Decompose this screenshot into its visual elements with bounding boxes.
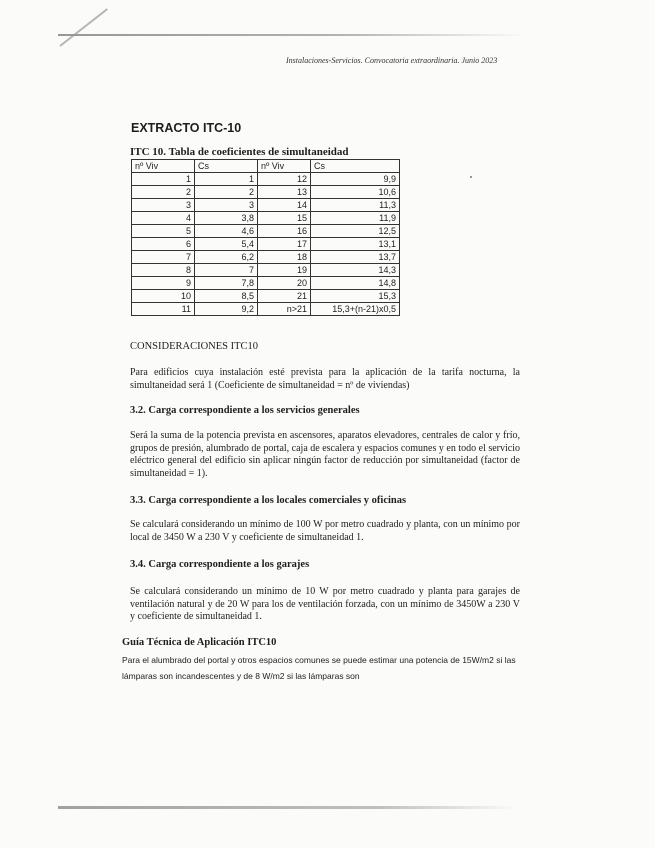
- table-row: [132, 290, 400, 303]
- table-title: ITC 10. Tabla de coeficientes de simultaneidad: [130, 146, 349, 158]
- considerations-paragraph: Para edificios cuya instalación esté prevista para la aplicación de la tarifa nocturna, la simultaneidad será 1 (Coeficiente de simultaneidad = nº de viviendas): [130, 367, 520, 391]
- table-cell: 12: [258, 173, 311, 186]
- section-3-2-text: Será la suma de la potencia prevista en ascensores, aparatos elevadores, centrales de calor y frío, grupos de presión, alumbrado de portal, caja de escalera y espacios comunes y en todo el servicio eléctrico general del edificio sin aplicar ningún factor de reducción por simultaneidad (factor de simultaneidad = 1).: [130, 430, 520, 479]
- table-cell: 12,5: [311, 225, 400, 238]
- table-cell: 20: [258, 277, 311, 290]
- table-cell: 7: [195, 264, 258, 277]
- section-3-4-title: 3.4. Carga correspondiente a los garajes: [130, 559, 310, 570]
- table-cell: 6,2: [195, 251, 258, 264]
- table-row: [132, 303, 400, 316]
- simultaneity-table: [131, 159, 400, 316]
- table-header-row: [132, 160, 400, 173]
- table-body: [132, 173, 400, 316]
- guide-text: Para el alumbrado del portal y otros espacios comunes se puede estimar una potencia de 15W/m2 si las lámparas son incandescentes y de 8 W/m2 si las lámparas son: [122, 655, 516, 681]
- table-cell: 17: [258, 238, 311, 251]
- considerations-title: CONSIDERACIONES ITC10: [130, 341, 259, 352]
- table-cell: 14: [258, 199, 311, 212]
- table-cell: 2: [132, 186, 195, 199]
- column-header: Cs: [195, 160, 258, 173]
- section-3-3-text: Se calculará considerando un mínimo de 100 W por metro cuadrado y planta, con un mínimo por local de 3450 W a 230 V y coeficiente de simultaneidad 1.: [130, 519, 520, 543]
- guide-title: Guía Técnica de Aplicación ITC10: [122, 637, 277, 648]
- table-cell: 5,4: [195, 238, 258, 251]
- table-cell: 13,7: [311, 251, 400, 264]
- table-cell: 8: [132, 264, 195, 277]
- table-cell: 13: [258, 186, 311, 199]
- table-cell: 1: [132, 173, 195, 186]
- table-row: [132, 173, 400, 186]
- document-heading: EXTRACTO ITC-10: [131, 121, 242, 135]
- table-row: [132, 212, 400, 225]
- table-cell: 14,8: [311, 277, 400, 290]
- table-cell: 15: [258, 212, 311, 225]
- table-cell: 9,9: [311, 173, 400, 186]
- table-cell: 4: [132, 212, 195, 225]
- table-cell: n>21: [258, 303, 311, 316]
- table-cell: 3,8: [195, 212, 258, 225]
- table-row: [132, 186, 400, 199]
- table-cell: 13,1: [311, 238, 400, 251]
- scan-speck: [470, 176, 472, 178]
- column-header: nº Viv: [132, 160, 195, 173]
- table-cell: 8,5: [195, 290, 258, 303]
- table-cell: 3: [195, 199, 258, 212]
- section-3-4-text: Se calculará considerando un mínimo de 10 W por metro cuadrado y planta para garajes de ventilación natural y de 20 W para los de ventilación forzada, con un mínimo de 3450W a 230 V y coeficiente de simultaneidad 1.: [130, 586, 520, 622]
- table-cell: 15,3: [311, 290, 400, 303]
- table-cell: 6: [132, 238, 195, 251]
- table-row: [132, 264, 400, 277]
- table-row: [132, 277, 400, 290]
- table-cell: 2: [195, 186, 258, 199]
- table-row: [132, 238, 400, 251]
- table-cell: 18: [258, 251, 311, 264]
- table-cell: 1: [195, 173, 258, 186]
- table-cell: 14,3: [311, 264, 400, 277]
- table-row: [132, 225, 400, 238]
- section-3-2-title: 3.2. Carga correspondiente a los servicios generales: [130, 405, 360, 416]
- table-cell: 5: [132, 225, 195, 238]
- table-cell: 16: [258, 225, 311, 238]
- table-cell: 19: [258, 264, 311, 277]
- table-cell: 15,3+(n-21)x0,5: [311, 303, 400, 316]
- table-cell: 10,6: [311, 186, 400, 199]
- table-cell: 4,6: [195, 225, 258, 238]
- table-cell: 7,8: [195, 277, 258, 290]
- section-3-3-title: 3.3. Carga correspondiente a los locales comerciales y oficinas: [130, 495, 407, 506]
- table-row: [132, 251, 400, 264]
- column-header: Cs: [311, 160, 400, 173]
- scan-edge-line: [58, 34, 528, 36]
- table-cell: 9,2: [195, 303, 258, 316]
- page-header: Instalaciones-Servicios. Convocatoria extraordinaria. Junio 2023: [286, 56, 498, 65]
- table-cell: 21: [258, 290, 311, 303]
- table-cell: 7: [132, 251, 195, 264]
- column-header: nº Viv: [258, 160, 311, 173]
- table-row: [132, 199, 400, 212]
- table-cell: 10: [132, 290, 195, 303]
- table-cell: 9: [132, 277, 195, 290]
- table-cell: 3: [132, 199, 195, 212]
- table-cell: 11: [132, 303, 195, 316]
- scan-bottom-edge: [58, 806, 518, 809]
- table-cell: 11,9: [311, 212, 400, 225]
- scan-fold-mark: [59, 8, 108, 47]
- table-cell: 11,3: [311, 199, 400, 212]
